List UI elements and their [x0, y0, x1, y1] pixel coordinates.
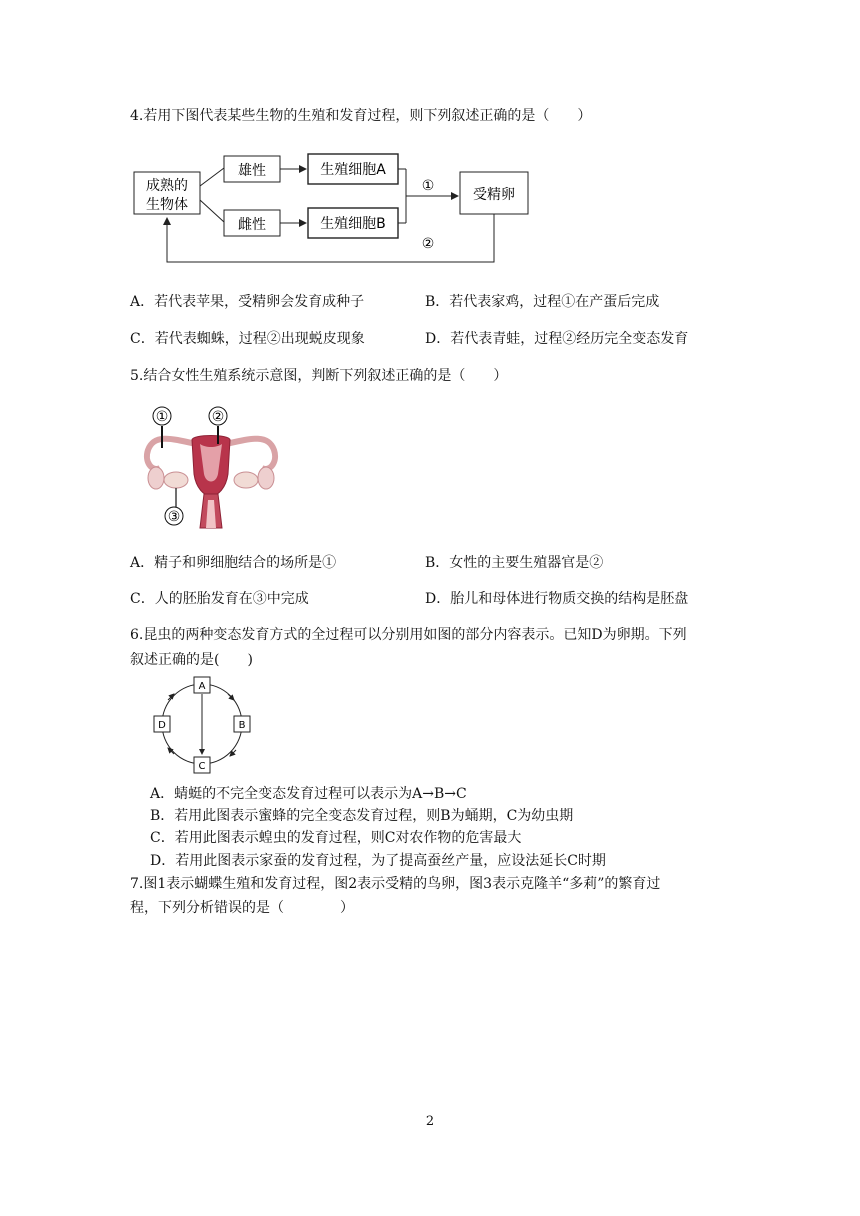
q4-reproduction-flow-diagram	[130, 150, 530, 268]
q6-option-a: A．蜻蜓的不完全变态发育过程可以表示为A→B→C	[150, 786, 467, 802]
organism-label-2: 生物体	[146, 197, 188, 213]
q6-stem-line-2: 叙述正确的是( )	[130, 652, 253, 668]
female-label: 雌性	[238, 217, 266, 233]
node-d-label: D	[158, 720, 166, 731]
node-a-label: A	[198, 681, 206, 692]
node-c-label: C	[198, 761, 206, 772]
q5-female-reproductive-system-diagram	[130, 404, 292, 530]
zygote-label: 受精卵	[473, 187, 515, 203]
q5-option-a: A．精子和卵细胞结合的场所是①	[130, 555, 337, 571]
q5-stem: 5.结合女性生殖系统示意图，判断下列叙述正确的是（ ）	[130, 368, 508, 384]
q6-development-cycle-diagram	[148, 674, 258, 780]
step2-label: ②	[421, 236, 435, 252]
organism-label-1: 成熟的	[146, 178, 188, 194]
q4-option-b: B．若代表家鸡，过程①在产蛋后完成	[425, 294, 660, 310]
q7-stem-line-2: 程，下列分析错误的是（ ）	[130, 900, 354, 916]
label-2: ②	[211, 409, 225, 425]
step1-label: ①	[421, 178, 435, 194]
q5-option-c: C．人的胚胎发育在③中完成	[130, 591, 309, 607]
male-label: 雄性	[238, 163, 266, 179]
q4-option-a: A．若代表苹果，受精卵会发育成种子	[130, 294, 365, 310]
q7-stem-line-1: 7.图1表示蝴蝶生殖和发育过程，图2表示受精的鸟卵，图3表示克隆羊“多莉”的繁育过	[130, 876, 661, 892]
q6-option-d: D．若用此图表示家蚕的发育过程，为了提高蚕丝产量，应设法延长C时期	[150, 853, 606, 869]
label-1: ①	[155, 409, 169, 425]
q4-option-c: C．若代表蜘蛛，过程②出现蜕皮现象	[130, 331, 365, 347]
q6-option-c: C．若用此图表示蝗虫的发育过程，则C对农作物的危害最大	[150, 830, 522, 846]
cell-b-label: 生殖细胞B	[320, 216, 386, 232]
q5-option-b: B．女性的主要生殖器官是②	[425, 555, 604, 571]
cell-a-label: 生殖细胞A	[320, 162, 386, 178]
page-number: 2	[425, 1114, 435, 1129]
node-b-label: B	[238, 720, 246, 731]
q6-stem-line-1: 6.昆虫的两种变态发育方式的全过程可以分别用如图的部分内容表示。已知D为卵期。下列	[130, 627, 687, 643]
q6-option-b: B．若用此图表示蜜蜂的完全变态发育过程，则B为蛹期，C为幼虫期	[150, 808, 574, 824]
q4-option-d: D．若代表青蛙，过程②经历完全变态发育	[425, 331, 689, 347]
q5-option-d: D．胎儿和母体进行物质交换的结构是胚盘	[425, 591, 689, 607]
label-3: ③	[167, 509, 181, 525]
q4-stem: 4.若用下图代表某些生物的生殖和发育过程，则下列叙述正确的是（ ）	[130, 108, 592, 124]
